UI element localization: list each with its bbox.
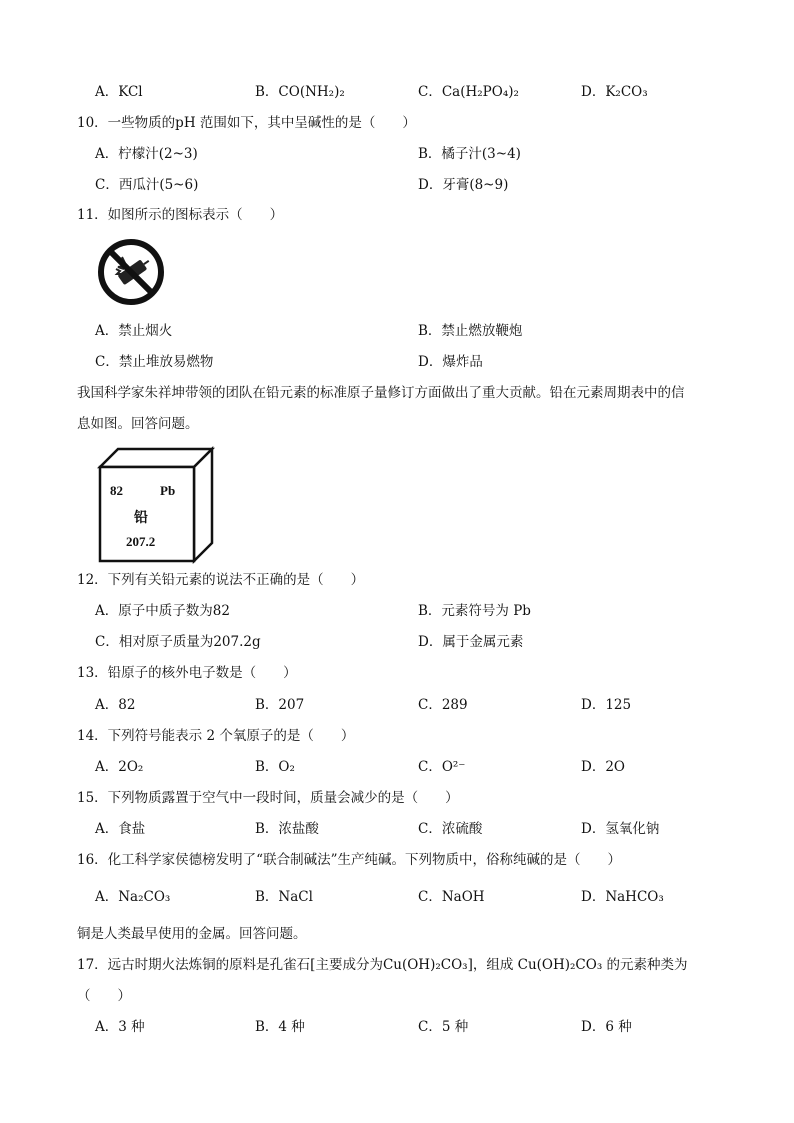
element-name: 铅: [134, 510, 148, 526]
q9-option-d: D．K₂CO₃: [581, 84, 648, 100]
q15-option-d: D．氢氧化钠: [581, 821, 660, 837]
q17-option-c: C．5 种: [418, 1019, 469, 1035]
q10-option-b: B．橘子汁(3~4): [418, 146, 521, 162]
q14-option-b: B．O₂: [255, 759, 295, 775]
q15-option-a: A．食盐: [95, 821, 146, 837]
q13-stem: 13．铅原子的核外电子数是（ ）: [77, 665, 297, 681]
q13-option-b: B．207: [255, 697, 305, 713]
q17-option-a: A．3 种: [95, 1019, 145, 1035]
q10-option-d: D．牙膏(8~9): [418, 177, 509, 193]
q12-stem: 12．下列有关铅元素的说法不正确的是（ ）: [77, 572, 365, 588]
element-atomic-number: 82: [110, 483, 123, 498]
q17-stem-line2: （ ）: [77, 988, 131, 1004]
q16-option-b: B．NaCl: [255, 889, 313, 905]
q11-option-b: B．禁止燃放鞭炮: [418, 323, 523, 339]
q17-option-b: B．4 种: [255, 1019, 305, 1035]
q12-option-b: B．元素符号为 Pb: [418, 603, 531, 619]
copper-intro: 铜是人类最早使用的金属。回答问题。: [77, 926, 307, 942]
q17-option-d: D．6 种: [581, 1019, 632, 1035]
q12-option-c: C．相对原子质量为207.2g: [95, 634, 261, 650]
q11-option-a: A．禁止烟火: [95, 323, 173, 339]
q13-option-a: A．82: [95, 697, 136, 713]
q15-option-c: C．浓硫酸: [418, 821, 483, 837]
q16-stem: 16．化工科学家侯德榜发明了“联合制碱法”生产纯碱。下列物质中，俗称纯碱的是（ ）: [77, 852, 621, 868]
element-atomic-mass: 207.2: [126, 534, 156, 549]
q16-option-c: C．NaOH: [418, 889, 485, 905]
lead-element-card: [96, 445, 216, 569]
q16-option-a: A．Na₂CO₃: [95, 889, 171, 905]
q15-option-b: B．浓盐酸: [255, 821, 319, 837]
q14-stem: 14．下列符号能表示 2 个氧原子的是（ ）: [77, 728, 355, 744]
q11-stem: 11．如图所示的图标表示（ ）: [77, 207, 284, 223]
q16-option-d: D．NaHCO₃: [581, 889, 664, 905]
q12-option-a: A．原子中质子数为82: [95, 603, 230, 619]
q13-option-d: D．125: [581, 697, 632, 713]
q11-option-c: C．禁止堆放易燃物: [95, 354, 214, 370]
q14-option-c: C．O²⁻: [418, 759, 466, 775]
q10-option-a: A．柠檬汁(2~3): [95, 146, 198, 162]
q14-option-d: D．2O: [581, 759, 625, 775]
q15-stem: 15．下列物质露置于空气中一段时间，质量会减少的是（ ）: [77, 790, 459, 806]
q14-option-a: A．2O₂: [95, 759, 144, 775]
q9-option-c: C．Ca(H₂PO₄)₂: [418, 84, 519, 100]
q10-option-c: C．西瓜汁(5~6): [95, 177, 199, 193]
q12-option-d: D．属于金属元素: [418, 634, 524, 650]
no-fireworks-icon: [96, 237, 166, 311]
q9-option-b: B．CO(NH₂)₂: [255, 84, 345, 100]
q10-stem: 10．一些物质的pH 范围如下，其中呈碱性的是（ ）: [77, 115, 416, 131]
q9-option-a: A．KCl: [95, 84, 143, 100]
q17-stem-line1: 17．远古时期火法炼铜的原料是孔雀石[主要成分为Cu(OH)₂CO₃]，组成 Cu(OH)₂CO₃ 的元素种类为: [77, 957, 688, 973]
q13-option-c: C．289: [418, 697, 468, 713]
lead-intro-line2: 息如图。回答问题。: [77, 416, 199, 432]
q11-option-d: D．爆炸品: [418, 354, 483, 370]
element-symbol: Pb: [160, 483, 176, 498]
lead-intro-line1: 我国科学家朱祥坤带领的团队在铅元素的标准原子量修订方面做出了重大贡献。铅在元素周期表中的信: [77, 385, 685, 401]
